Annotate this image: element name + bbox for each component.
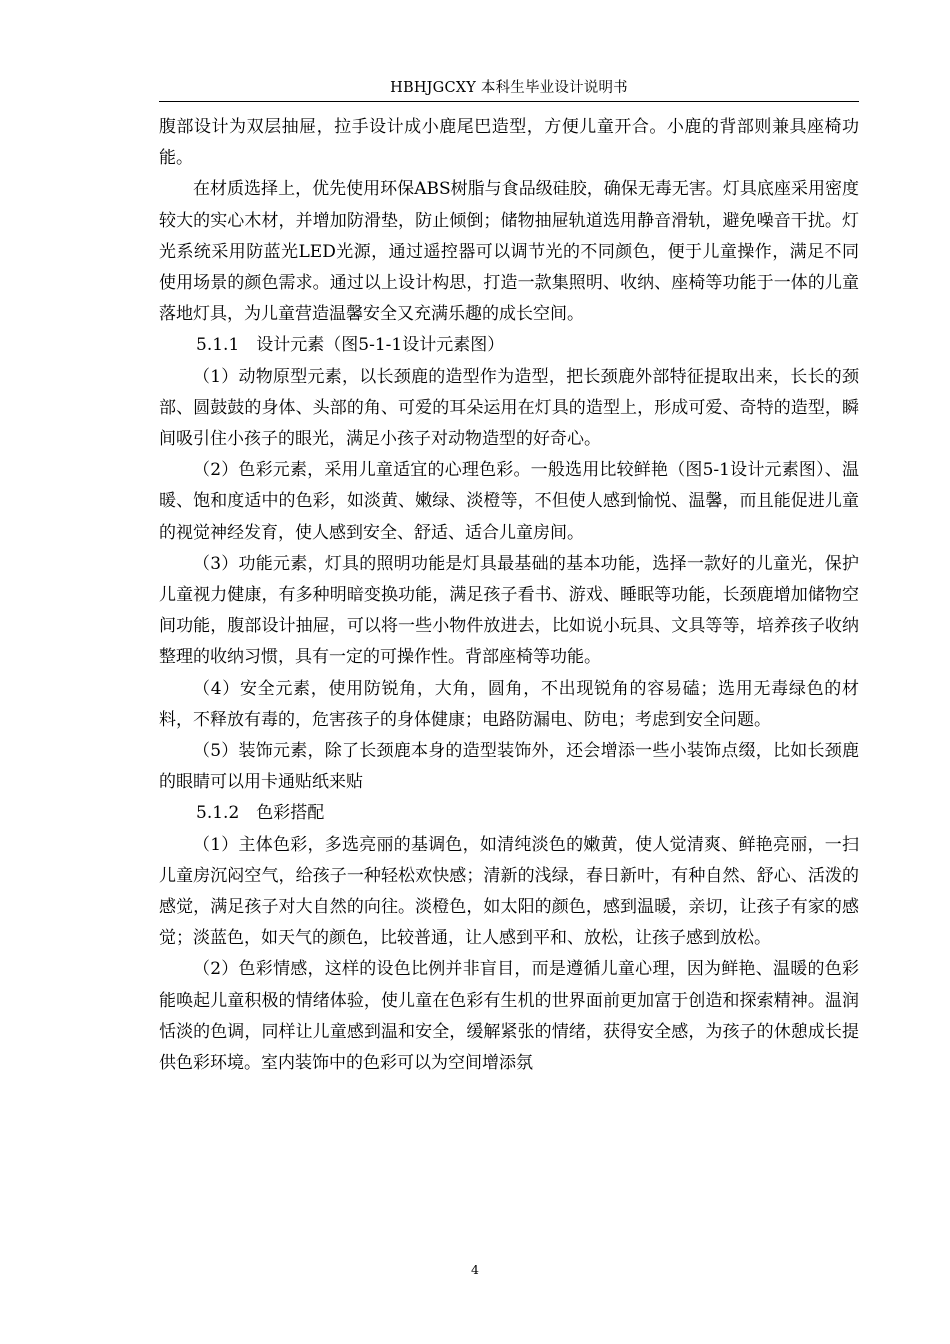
paragraph-continuation: 腹部设计为双层抽屉，拉手设计成小鹿尾巴造型，方便儿童开合。小鹿的背部则兼具座椅功能。 [159,117,859,169]
section-heading-5-1-2: 5.1.2 色彩搭配 [196,803,325,824]
paragraph-decoration-element: （5）装饰元素，除了长颈鹿本身的造型装饰外，还会增添一些小装饰点缀，比如长颈鹿的眼睛可以用卡通贴纸来贴 [159,741,859,793]
paragraph-function-element: （3）功能元素，灯具的照明功能是灯具最基础的基本功能，选择一款好的儿童光，保护儿童视力健康，有多种明暗变换功能，满足孩子看书、游戏、睡眠等功能，长颈鹿增加储物空间功能，腹部设计抽屉，可以将一些小物件放进去，比如说小玩具、文具等等，培养孩子收纳整理的收纳习惯，具有一定的可操作性。背部座椅等功能。 [159,553,859,668]
section-heading-5-1-1: 5.1.1 设计元素（图5-1-1设计元素图） [196,335,505,356]
paragraph-color-element: （2）色彩元素，采用儿童适宜的心理色彩。一般选用比较鲜艳（图5-1设计元素图）、温暖、饱和度适中的色彩，如淡黄、嫩绿、淡橙等，不但使人感到愉悦、温馨，而且能促进儿童的视觉神经发育，使人感到安全、舒适、适合儿童房间。 [159,460,859,543]
paragraph-materials: 在材质选择上，优先使用环保ABS树脂与食品级硅胶，确保无毒无害。灯具底座采用密度较大的实心木材，并增加防滑垫，防止倾倒；储物抽屉轨道选用静音滑轨，避免噪音干扰。灯光系统采用防蓝光LED光源，通过遥控器可以调节光的不同颜色，便于儿童操作，满足不同使用场景的颜色需求。通过以上设计构思，打造一款集照明、收纳、座椅等功能于一体的儿童落地灯具，为儿童营造温馨安全又充满乐趣的成长空间。 [159,179,859,325]
paragraph-animal-element: （1）动物原型元素，以长颈鹿的造型作为造型，把长颈鹿外部特征提取出来，长长的颈部、圆鼓鼓的身体、头部的角、可爱的耳朵运用在灯具的造型上，形成可爱、奇特的造型，瞬间吸引住小孩子的眼光，满足小孩子对动物造型的好奇心。 [159,366,859,450]
body-text [159,112,859,1079]
paragraph-color-emotion: （2）色彩情感，这样的设色比例并非盲目，而是遵循儿童心理，因为鲜艳、温暖的色彩能唤起儿童积极的情绪体验，使儿童在色彩有生机的世界面前更加富于创造和探索精神。温润恬淡的色调，同样让儿童感到温和安全，缓解紧张的情绪，获得安全感，为孩子的休憩成长提供色彩环境。室内装饰中的色彩可以为空间增添氛 [159,959,859,1074]
header-rule [159,101,859,102]
page-number: 4 [471,1262,479,1277]
paragraph-safety-element: （4）安全元素，使用防锐角，大角，圆角，不出现锐角的容易磕；选用无毒绿色的材料，不释放有毒的，危害孩子的身体健康；电路防漏电、防电；考虑到安全问题。 [159,678,859,730]
running-header: HBHJGCXY 本科生毕业设计说明书 [390,80,628,96]
paragraph-main-color: （1）主体色彩，多选亮丽的基调色，如清纯淡色的嫩黄，使人觉清爽、鲜艳亮丽，一扫儿童房沉闷空气，给孩子一种轻松欢快感；清新的浅绿，春日新叶，有种自然、舒心、活泼的感觉，满足孩子对大自然的向往。淡橙色，如太阳的颜色，感到温暖，亲切，让孩子有家的感觉；淡蓝色，如天气的颜色，比较普通，让人感到平和、放松，让孩子感到放松。 [159,834,859,949]
